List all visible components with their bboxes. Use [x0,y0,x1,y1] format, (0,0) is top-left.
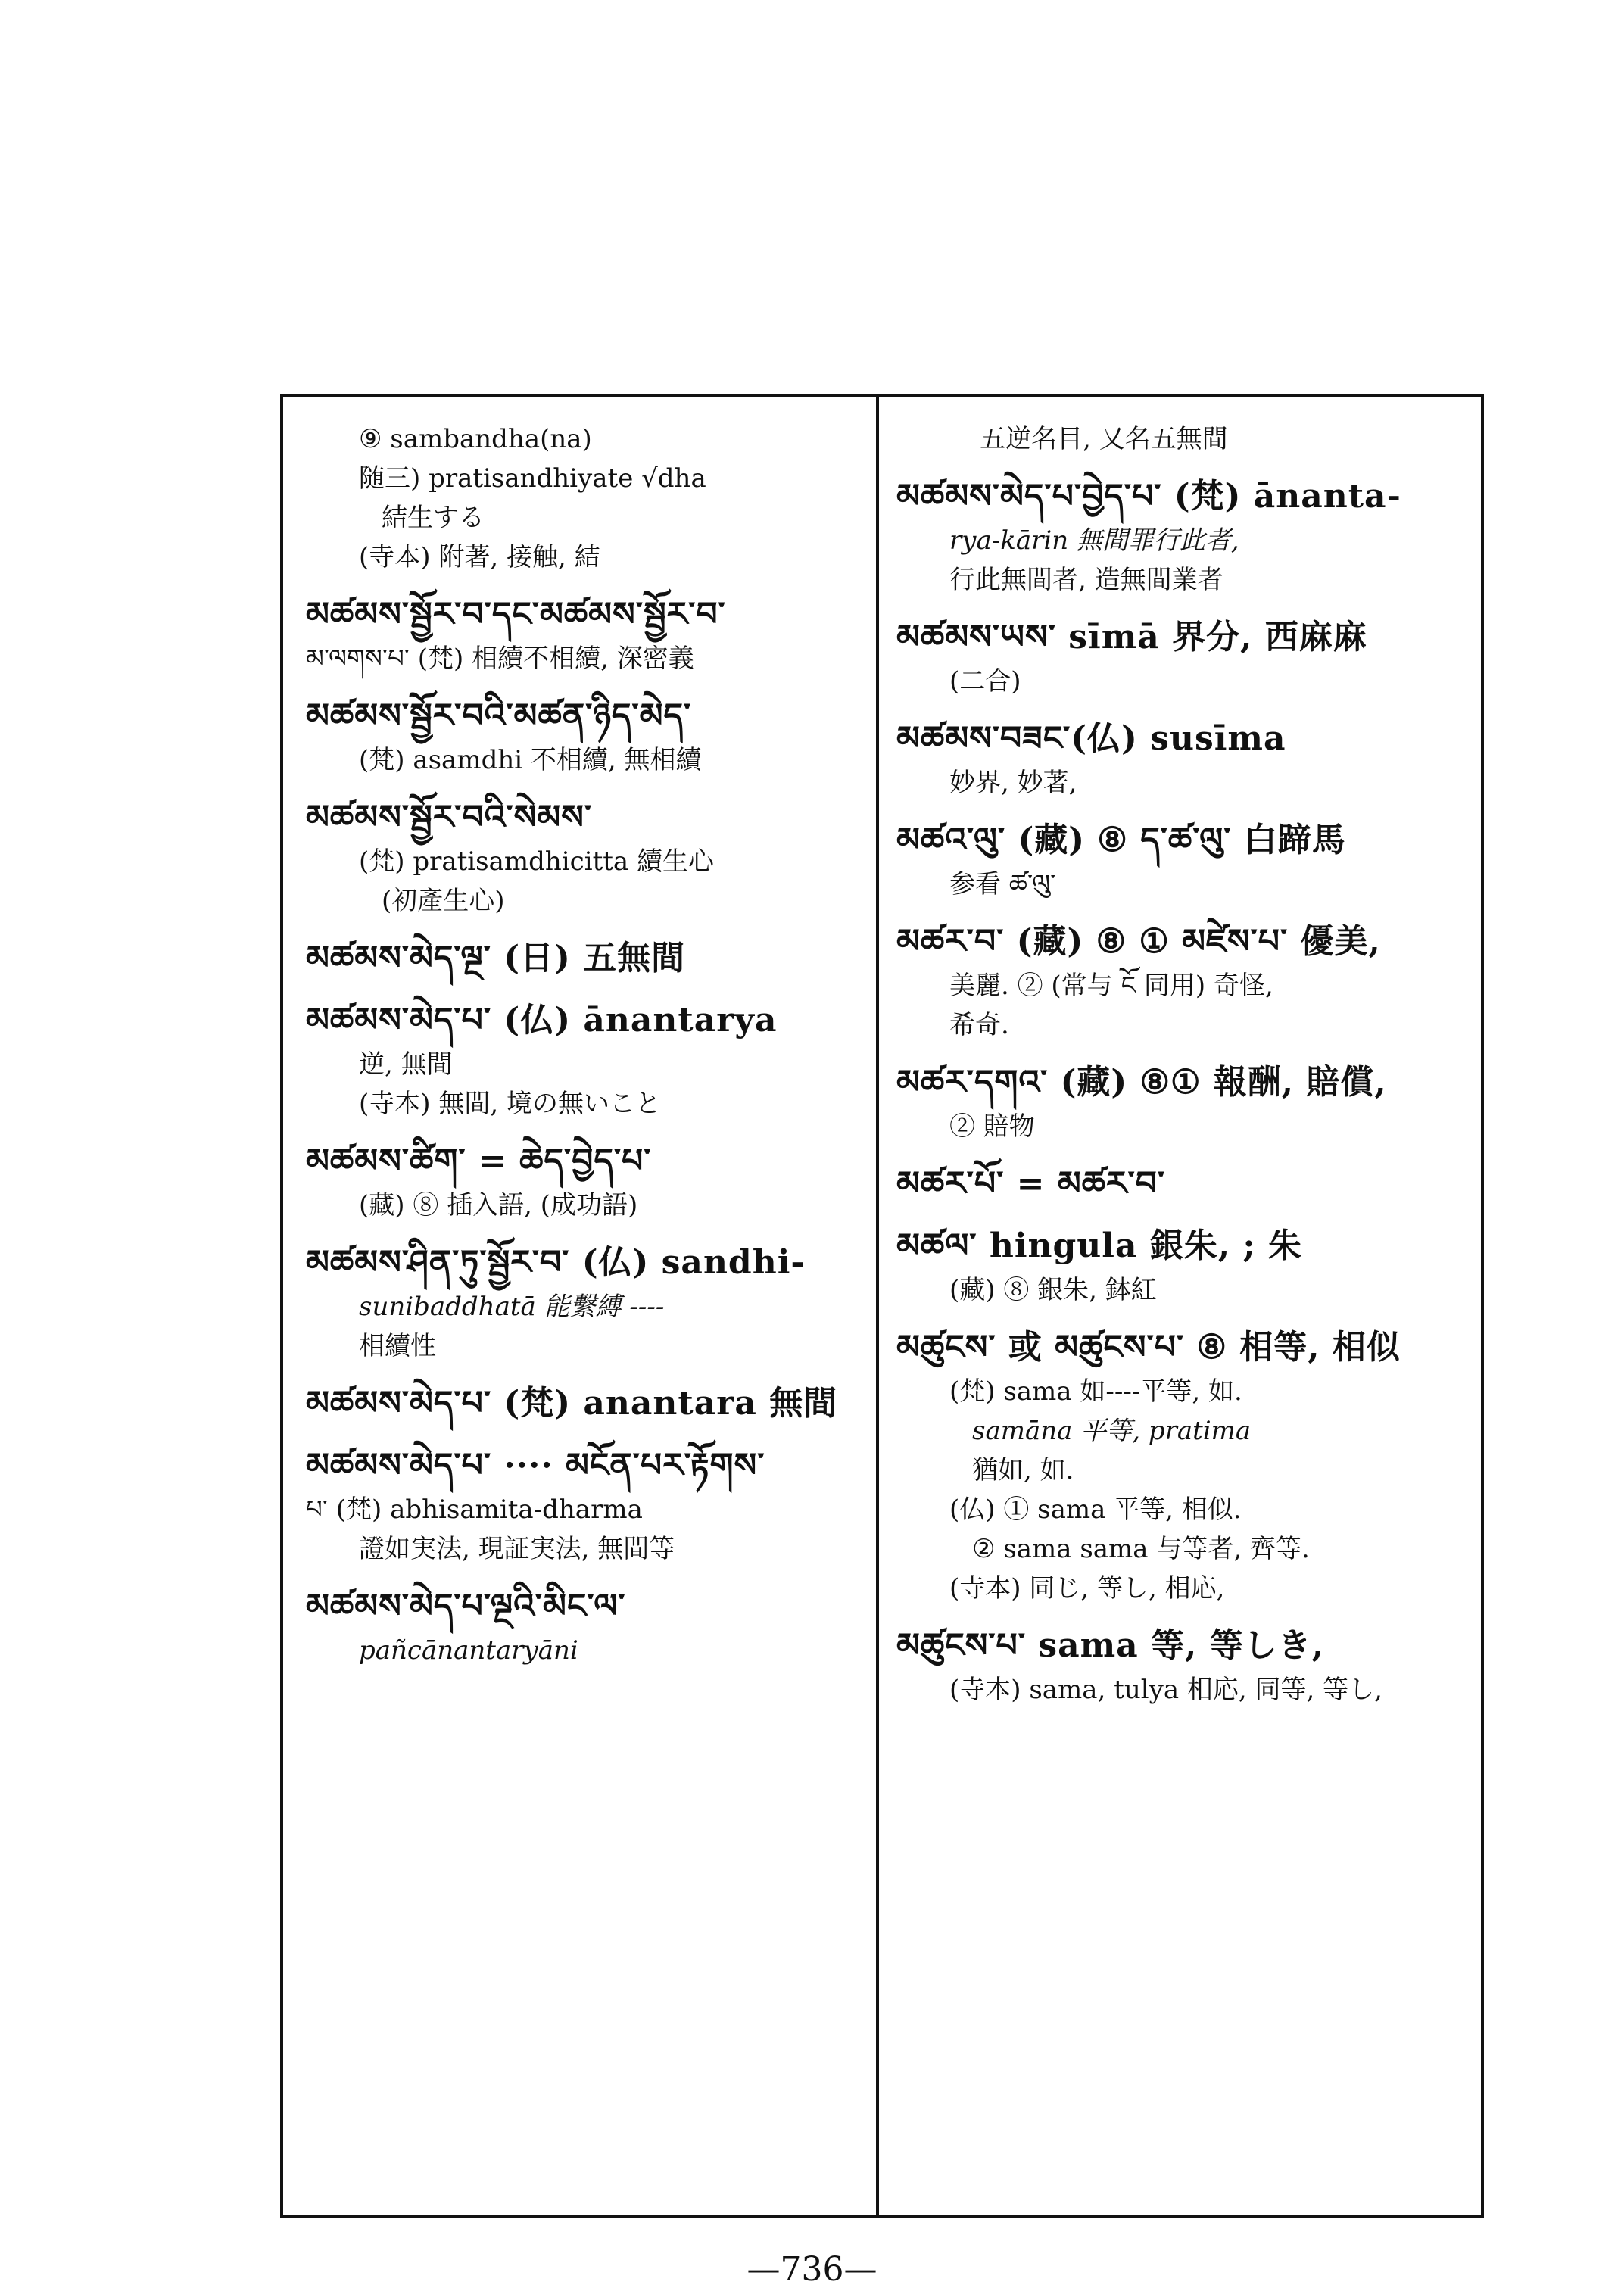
entry-headword: མཚུངས་ 或 མཚུངས་པ་ ⑧ 相等, 相似 [896,1328,1401,1367]
entry-gloss-line: (二合) [949,666,1021,697]
dictionary-entry [306,996,866,1124]
column-divider [876,397,879,2215]
entry-headword: མཚམས་མེད་པ་བྱེད་པ་ (梵) ānanta- [896,477,1401,516]
entry-gloss-line: 美麗. ② (常与 ངོ 同用) 奇怪, [949,971,1273,1001]
entry-gloss-line: ② 賠物 [949,1111,1035,1142]
dictionary-entry [896,1622,1472,1710]
entry-gloss-line: 希奇. [949,1010,1009,1040]
entry-gloss-line: 随三) pratisandhiyate √dha [359,463,706,494]
entry-gloss-line: 逆, 無間 [359,1049,453,1080]
dictionary-entry [306,934,866,983]
entry-gloss-line: 結生する [382,503,485,533]
dictionary-entry [306,1239,866,1366]
entry-headword: མཚམས་སྦྱོར་བའི་སེམས་ [306,798,593,837]
dictionary-entry [896,918,1472,1045]
dictionary-entry [306,793,866,921]
entry-gloss-line: rya-kārin 無間罪行此者, [949,525,1239,556]
entry-headword: མཚམས་མེད་པ་ (梵) anantara 無間 [306,1384,838,1423]
dictionary-entry [306,419,866,577]
entry-gloss-line: 行此無間者, 造無間業者 [949,565,1223,595]
entry-gloss-line: sunibaddhatā 能繫縛 ---- [359,1292,665,1322]
entry-headword: མཚམས་ཤིན་ཏུ་སྦྱོར་བ་ (仏) sandhi- [306,1243,806,1282]
left-column [306,419,866,2200]
dictionary-entry [306,1137,866,1225]
dictionary-entry [896,1222,1472,1310]
entry-headword: མཚའ་ལུ་ (藏) ⑧ ད་ཚ་ལུ་ 白蹄馬 [896,821,1346,859]
dictionary-entry [306,591,866,678]
entry-gloss-line: (初產生心) [382,886,505,916]
entry-headword: མཚམས་སྦྱོར་བ་དང་མཚམས་སྦྱོར་བ་ [306,595,726,634]
entry-headword: མཚམས་མེད་པ་ལྔའི་མིང་ལ་ [306,1587,626,1625]
dictionary-entry [896,613,1472,701]
entry-headword: མཚམས་མེད་པ་ (仏) ānantarya [306,1001,778,1039]
dictionary-entry [896,1160,1472,1208]
entry-gloss-line: (寺本) sama, tulya 相応, 同等, 等し, [949,1675,1382,1705]
entry-headword: མཚར་པོ་ = མཚར་བ་ [896,1164,1166,1203]
entry-gloss-line: (寺本) 同じ, 等し, 相応, [949,1573,1225,1604]
dictionary-entry [896,419,1472,459]
entry-gloss-line: (仏) ① sama 平等, 相似. [949,1495,1242,1525]
page-number: —736— [747,2250,877,2289]
entry-headword: མཚར་བ་ (藏) ⑧ ① མཛེས་པ་ 優美, [896,922,1381,961]
entry-gloss-line: 妙界, 妙著, [949,768,1077,798]
entry-headword: མཚམས་མེད་ལྔ་ (日) 五無間 [306,939,686,977]
entry-gloss-line: 證如実法, 現証実法, 無間等 [359,1534,675,1564]
dictionary-page-frame [280,394,1484,2218]
entry-gloss-line: པ་ (梵) abhisamita-dharma [306,1495,643,1525]
dictionary-entry [306,1442,866,1569]
dictionary-entry [896,816,1472,904]
entry-headword: མཚལ་ hingula 銀朱, ; 朱 [896,1226,1303,1265]
entry-gloss-line: (寺本) 附著, 接触, 結 [359,542,600,572]
entry-gloss-line: ② sama sama 与等者, 齊等. [972,1534,1310,1564]
right-column [896,419,1472,2200]
entry-gloss-line: (梵) pratisamdhicitta 續生心 [359,846,714,877]
entry-headword: མཚུངས་པ་ sama 等, 等しき, [896,1626,1324,1665]
dictionary-entry [896,472,1472,600]
entry-headword: མཚམས་ཚིག་ = ཆེད་བྱེད་པ་ [306,1142,652,1180]
entry-gloss-line: 猶如, 如. [972,1455,1074,1485]
dictionary-entry [306,1582,866,1670]
entry-gloss-line: pañcānantaryāni [359,1635,578,1666]
dictionary-entry [896,1058,1472,1146]
dictionary-entry [896,1323,1472,1608]
entry-gloss-line: 参看 ཚ་ལུ་ [949,869,1056,899]
entry-gloss-line: 相續性 [359,1331,436,1361]
entry-headword: ⑨ sambandha(na) [359,424,592,454]
entry-gloss-line: (藏) ⑧ 銀朱, 鉢紅 [949,1275,1157,1305]
entry-gloss-line: (梵) asamdhi 不相續, 無相續 [359,745,702,775]
dictionary-entry [306,692,866,780]
entry-headword: 五逆名目, 又名五無間 [980,424,1228,454]
entry-gloss-line: མ་ལགས་པ་ (梵) 相續不相續, 深密義 [306,644,694,674]
dictionary-entry [306,1379,866,1428]
entry-headword: མཚམས་བཟང་(仏) susīma [896,719,1286,758]
entry-gloss-line: samāna 平等, pratima [972,1416,1252,1446]
entry-gloss-line: (梵) sama 如----平等, 如. [949,1376,1242,1407]
entry-gloss-line: (寺本) 無間, 境の無いこと [359,1089,661,1119]
entry-headword: མཚམས་མེད་པ་ ···· མངོན་པར་རྟོགས་ [306,1446,765,1485]
entry-headword: མཚམས་ཡས་ sīmā 界分, 西麻麻 [896,618,1367,656]
entry-gloss-line: (藏) ⑧ 插入語, (成功語) [359,1190,638,1220]
entry-headword: མཚམས་སྦྱོར་བའི་མཚན་ཉིད་མེད་ [306,697,692,735]
entry-headword: མཚར་དགའ་ (藏) ⑧① 報酬, 賠償, [896,1063,1387,1102]
dictionary-entry [896,715,1472,803]
